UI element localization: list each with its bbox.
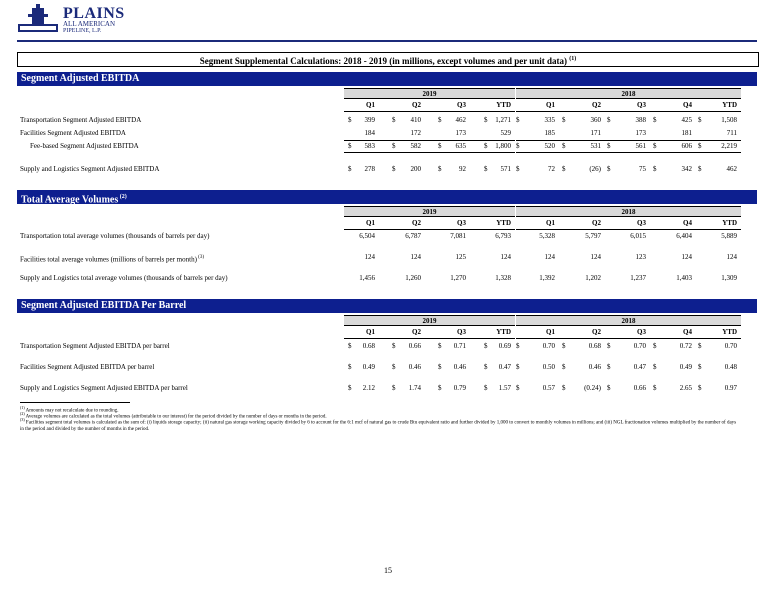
section-header-text: Total Average Volumes <box>21 194 119 206</box>
section-header <box>17 190 757 204</box>
dollar-sign: $ <box>607 342 611 350</box>
row-label-text: Transportation Segment Adjusted EBITDA per barrel <box>20 342 170 350</box>
dollar-sign: $ <box>516 342 520 350</box>
table-cell: 0.97 <box>724 384 737 392</box>
dollar-sign: $ <box>438 142 442 150</box>
dollar-sign: $ <box>653 342 657 350</box>
year-header-2019: 2019 <box>344 315 515 326</box>
footnote-text: Facilities segment total volumes is calculated as the sum of: (i) liquids storage capacity; (ii) natural gas storage working capacity divided by 6 to account for the 6:1 mcf of natural gas to crude Btu equivalent ratio and further divided by 1,000 to convert to monthly volumes in millions; and (iii) NGL fractionation volumes multiplied by the number of days in the period and divided by the number of months in the period. <box>20 420 737 432</box>
row-footnote-ref: (3) <box>196 255 204 260</box>
column-header: Q1 <box>366 219 375 227</box>
table-cell: 0.47 <box>498 363 511 371</box>
subtotal-rule <box>344 140 515 141</box>
dollar-sign: $ <box>438 165 442 173</box>
dollar-sign: $ <box>698 165 702 173</box>
section-header-footnote-ref: (2) <box>118 194 127 200</box>
table-cell: 184 <box>364 129 375 137</box>
table-cell: 2,219 <box>721 142 737 150</box>
table-cell: 200 <box>410 165 421 173</box>
table-cell: 171 <box>590 129 601 137</box>
table-cell: 0.66 <box>633 384 646 392</box>
column-header: YTD <box>722 328 737 336</box>
table-cell: 1,403 <box>676 274 692 282</box>
year-header-2019: 2019 <box>344 206 515 217</box>
row-label <box>20 253 204 264</box>
table-cell: 124 <box>544 253 555 261</box>
table-cell: 531 <box>590 142 601 150</box>
row-label-text: Facilities Segment Adjusted EBITDA <box>20 129 126 137</box>
table-cell: 0.70 <box>633 342 646 350</box>
column-header-rule <box>344 111 515 112</box>
table-cell: 1,508 <box>721 116 737 124</box>
table-cell: 561 <box>635 142 646 150</box>
table-cell: 6,404 <box>676 232 692 240</box>
dollar-sign: $ <box>698 363 702 371</box>
table-cell: 5,889 <box>721 232 737 240</box>
column-header-rule <box>516 338 741 339</box>
dollar-sign: $ <box>516 116 520 124</box>
column-header-rule <box>344 338 515 339</box>
logo-line2: ALL AMERICAN <box>63 20 116 28</box>
company-logo <box>18 4 138 38</box>
table-cell: 1,392 <box>539 274 555 282</box>
table-cell: 342 <box>681 165 692 173</box>
footnote-marker: (2) <box>20 411 25 416</box>
dollar-sign: $ <box>698 142 702 150</box>
dollar-sign: $ <box>438 342 442 350</box>
dollar-sign: $ <box>348 116 352 124</box>
table-cell: 124 <box>590 253 601 261</box>
row-label-text: Supply and Logistics total average volumes (thousands of barrels per day) <box>20 274 228 282</box>
table-cell: 1,800 <box>495 142 511 150</box>
column-header: YTD <box>722 219 737 227</box>
dollar-sign: $ <box>392 116 396 124</box>
dollar-sign: $ <box>516 363 520 371</box>
dollar-sign: $ <box>516 165 520 173</box>
dollar-sign: $ <box>438 363 442 371</box>
dollar-sign: $ <box>392 363 396 371</box>
dollar-sign: $ <box>698 384 702 392</box>
logo-line1: PLAINS <box>63 5 125 22</box>
table-cell: 0.50 <box>542 363 555 371</box>
table-cell: 124 <box>726 253 737 261</box>
column-header: Q2 <box>592 328 601 336</box>
row-label-text: Supply and Logistics Segment Adjusted EBITDA per barrel <box>20 384 188 392</box>
dollar-sign: $ <box>392 342 396 350</box>
table-cell: 0.68 <box>588 342 601 350</box>
table-cell: 5,328 <box>539 232 555 240</box>
column-header: YTD <box>496 219 511 227</box>
footnote-text: Amounts may not recalculate due to rounding. <box>24 408 119 414</box>
column-header: Q2 <box>412 101 421 109</box>
dollar-sign: $ <box>438 384 442 392</box>
column-header: Q1 <box>546 101 555 109</box>
dollar-sign: $ <box>348 363 352 371</box>
table-cell: 529 <box>500 129 511 137</box>
row-label <box>20 129 126 138</box>
table-cell: 173 <box>455 129 466 137</box>
dollar-sign: $ <box>562 342 566 350</box>
table-cell: 123 <box>635 253 646 261</box>
year-header-2018: 2018 <box>516 88 741 99</box>
table-cell: 1,309 <box>721 274 737 282</box>
total-rule <box>344 152 515 153</box>
table-cell: 462 <box>726 165 737 173</box>
column-header: Q1 <box>366 101 375 109</box>
row-label-text: Fee-based Segment Adjusted EBITDA <box>30 142 139 150</box>
dollar-sign: $ <box>484 142 488 150</box>
table-cell: 583 <box>364 142 375 150</box>
row-label <box>20 384 188 393</box>
table-cell: 0.66 <box>408 342 421 350</box>
year-header-2018: 2018 <box>516 206 741 217</box>
table-cell: (26) <box>589 165 601 173</box>
table-cell: 2.12 <box>362 384 375 392</box>
column-header: Q2 <box>592 101 601 109</box>
table-cell: 6,793 <box>495 232 511 240</box>
table-cell: 0.49 <box>362 363 375 371</box>
table-cell: 520 <box>544 142 555 150</box>
dollar-sign: $ <box>698 116 702 124</box>
table-cell: 0.46 <box>453 363 466 371</box>
year-header-2019: 2019 <box>344 88 515 99</box>
column-header: Q3 <box>457 101 466 109</box>
dollar-sign: $ <box>607 142 611 150</box>
dollar-sign: $ <box>698 342 702 350</box>
section-header <box>17 72 757 86</box>
table-cell: 6,787 <box>405 232 421 240</box>
dollar-sign: $ <box>562 363 566 371</box>
table-cell: 388 <box>635 116 646 124</box>
header-rule <box>17 40 757 42</box>
dollar-sign: $ <box>348 142 352 150</box>
column-header: YTD <box>496 328 511 336</box>
dollar-sign: $ <box>653 165 657 173</box>
table-cell: 124 <box>364 253 375 261</box>
column-header: Q1 <box>366 328 375 336</box>
page-title <box>17 52 759 67</box>
table-cell: 462 <box>455 116 466 124</box>
table-cell: 425 <box>681 116 692 124</box>
column-header: Q2 <box>592 219 601 227</box>
table-cell: 2.65 <box>679 384 692 392</box>
table-cell: 0.47 <box>633 363 646 371</box>
column-header: Q2 <box>412 219 421 227</box>
table-cell: 181 <box>681 129 692 137</box>
dollar-sign: $ <box>653 142 657 150</box>
table-cell: 278 <box>364 165 375 173</box>
column-header-rule <box>344 229 515 230</box>
column-header: Q3 <box>637 101 646 109</box>
dollar-sign: $ <box>562 165 566 173</box>
dollar-sign: $ <box>392 384 396 392</box>
table-cell: 185 <box>544 129 555 137</box>
row-label <box>20 363 154 372</box>
dollar-sign: $ <box>653 363 657 371</box>
column-header: Q3 <box>457 219 466 227</box>
subtotal-rule <box>516 140 741 141</box>
table-cell: 124 <box>500 253 511 261</box>
column-header: Q3 <box>637 328 646 336</box>
table-cell: 0.72 <box>679 342 692 350</box>
dollar-sign: $ <box>484 165 488 173</box>
table-cell: 606 <box>681 142 692 150</box>
dollar-sign: $ <box>348 342 352 350</box>
column-header: YTD <box>722 101 737 109</box>
dollar-sign: $ <box>348 384 352 392</box>
logo-line3: PIPELINE, L.P. <box>63 28 102 34</box>
table-cell: 7,081 <box>450 232 466 240</box>
page-title-footnote-ref: (1) <box>569 56 577 62</box>
dollar-sign: $ <box>607 384 611 392</box>
table-cell: 335 <box>544 116 555 124</box>
table-cell: 124 <box>681 253 692 261</box>
dollar-sign: $ <box>438 116 442 124</box>
dollar-sign: $ <box>607 116 611 124</box>
row-label <box>20 116 141 125</box>
table-cell: 172 <box>410 129 421 137</box>
table-cell: 72 <box>548 165 555 173</box>
row-label <box>30 142 139 151</box>
column-header: Q1 <box>546 328 555 336</box>
table-cell: 0.71 <box>453 342 466 350</box>
table-cell: 582 <box>410 142 421 150</box>
column-header: Q1 <box>546 219 555 227</box>
table-cell: 0.46 <box>408 363 421 371</box>
footnote-rule <box>20 402 130 403</box>
table-cell: 0.70 <box>542 342 555 350</box>
table-cell: 1,271 <box>495 116 511 124</box>
column-header: Q2 <box>412 328 421 336</box>
table-cell: 0.46 <box>588 363 601 371</box>
table-cell: 0.48 <box>724 363 737 371</box>
table-cell: 0.68 <box>362 342 375 350</box>
dollar-sign: $ <box>653 384 657 392</box>
row-label <box>20 165 159 174</box>
dollar-sign: $ <box>348 165 352 173</box>
column-header-rule <box>516 229 741 230</box>
footnote-marker: (1) <box>20 405 25 410</box>
page-title-text: Segment Supplemental Calculations: 2018 - 2019 (in millions, except volumes and per unit data) <box>199 56 568 66</box>
table-cell: 173 <box>635 129 646 137</box>
dollar-sign: $ <box>562 142 566 150</box>
table-cell: 360 <box>590 116 601 124</box>
row-label-text: Facilities total average volumes (millions of barrels per month) <box>20 255 197 264</box>
table-cell: 571 <box>500 165 511 173</box>
table-cell: 0.70 <box>724 342 737 350</box>
row-label-text: Transportation total average volumes (thousands of barrels per day) <box>20 232 210 240</box>
table-cell: 635 <box>455 142 466 150</box>
table-cell: 1,328 <box>495 274 511 282</box>
dollar-sign: $ <box>484 384 488 392</box>
table-cell: 711 <box>726 129 737 137</box>
column-header: Q3 <box>457 328 466 336</box>
table-cell: 1,456 <box>359 274 375 282</box>
table-cell: 125 <box>455 253 466 261</box>
table-cell: 75 <box>639 165 646 173</box>
column-header: Q4 <box>683 101 692 109</box>
table-cell: 124 <box>410 253 421 261</box>
column-header-rule <box>516 111 741 112</box>
table-cell: 1,260 <box>405 274 421 282</box>
table-cell: 0.79 <box>453 384 466 392</box>
table-cell: 1,270 <box>450 274 466 282</box>
dollar-sign: $ <box>562 116 566 124</box>
table-cell: 1,202 <box>585 274 601 282</box>
footnote <box>20 414 740 433</box>
table-cell: 1.57 <box>498 384 511 392</box>
dollar-sign: $ <box>484 116 488 124</box>
column-header: Q4 <box>683 219 692 227</box>
row-label-text: Facilities Segment Adjusted EBITDA per barrel <box>20 363 155 371</box>
dollar-sign: $ <box>607 363 611 371</box>
table-cell: 1.74 <box>408 384 421 392</box>
table-cell: 0.49 <box>679 363 692 371</box>
total-rule <box>516 152 741 153</box>
table-cell: 399 <box>364 116 375 124</box>
section-header <box>17 299 757 313</box>
row-label <box>20 274 228 283</box>
table-cell: 6,504 <box>359 232 375 240</box>
row-label <box>20 232 209 241</box>
row-label-text: Transportation Segment Adjusted EBITDA <box>20 116 142 124</box>
dollar-sign: $ <box>516 384 520 392</box>
dollar-sign: $ <box>607 165 611 173</box>
dollar-sign: $ <box>562 384 566 392</box>
dollar-sign: $ <box>516 142 520 150</box>
column-header: YTD <box>496 101 511 109</box>
table-cell: 0.57 <box>542 384 555 392</box>
year-header-2018: 2018 <box>516 315 741 326</box>
table-cell: 0.69 <box>498 342 511 350</box>
section-header-text: Segment Adjusted EBITDA Per Barrel <box>21 300 187 311</box>
table-cell: 6,015 <box>630 232 646 240</box>
dollar-sign: $ <box>392 142 396 150</box>
dollar-sign: $ <box>484 363 488 371</box>
row-label-text: Supply and Logistics Segment Adjusted EBITDA <box>20 165 160 173</box>
page-number: 15 <box>384 566 392 575</box>
footnote-marker: (3) <box>20 417 25 422</box>
dollar-sign: $ <box>392 165 396 173</box>
row-label <box>20 342 170 351</box>
table-cell: 5,797 <box>585 232 601 240</box>
dollar-sign: $ <box>653 116 657 124</box>
table-cell: (0.24) <box>584 384 601 392</box>
table-cell: 92 <box>459 165 466 173</box>
footnote-text: Average volumes are calculated as the total volumes (attributable to our interest) for the period divided by the number of days or months in the period. <box>24 414 327 420</box>
table-cell: 410 <box>410 116 421 124</box>
table-cell: 1,237 <box>630 274 646 282</box>
column-header: Q4 <box>683 328 692 336</box>
section-header-text: Segment Adjusted EBITDA <box>21 73 140 84</box>
dollar-sign: $ <box>484 342 488 350</box>
pipeline-logo-icon <box>18 4 58 36</box>
column-header: Q3 <box>637 219 646 227</box>
